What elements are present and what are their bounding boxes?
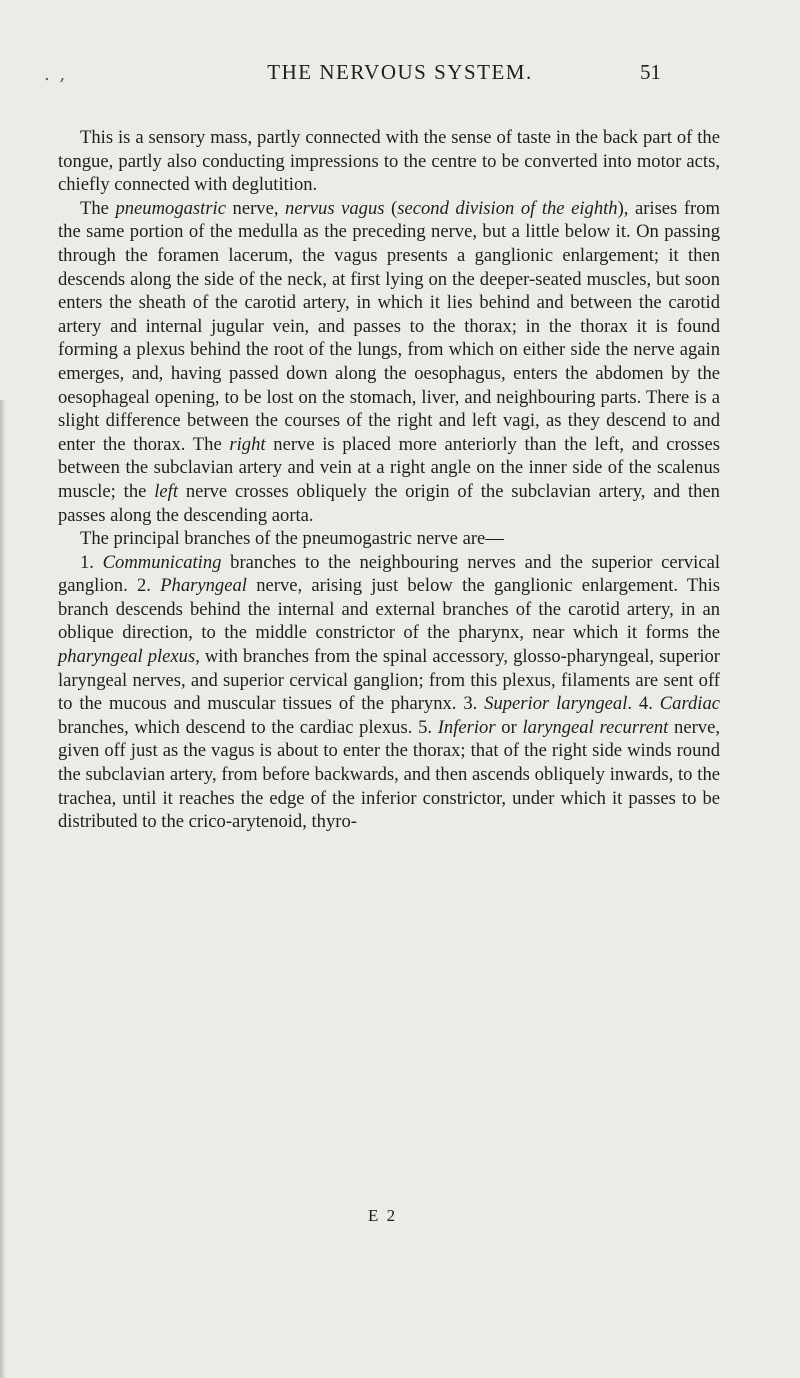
italic-run: Pharyngeal <box>160 575 247 597</box>
italic-run: pharyngeal plexus <box>58 646 196 668</box>
text-run: nerve, arising just below the ganglionic enlargement. This branch descends behind the internal and external branches of the carotid artery, in an oblique direction, to the middle constrictor of the pharynx, near which it forms the <box>58 575 720 644</box>
text-run: nerve, <box>225 197 286 219</box>
text-run: nerve, given off just as the vagus is about to enter the thorax; that of the right side winds round the subclavian artery, from before backwards, and then ascends obliquely inwards, to the trachea, until it reaches the edge of the inferior constrictor, under which it passes to be distributed to the crico-arytenoid, thyro- <box>58 716 720 833</box>
text-run: The <box>80 197 116 219</box>
text-run: branches to the neighbouring nerves and the superior cervical ganglion. 2. <box>58 551 721 597</box>
text-run: or <box>495 716 523 738</box>
text-run: . 4. <box>627 693 660 715</box>
paragraph-2 <box>58 197 720 527</box>
italic-run: right <box>229 433 266 455</box>
paragraph-1: This is a sensory mass, partly connected with the sense of taste in the back part of the tongue, partly also conducting impressions to the centre to be converted into motor acts, chiefly connected with deglutition. <box>58 127 720 196</box>
text-run: branches, which descend to the cardiac plexus. 5. <box>58 716 438 738</box>
italic-run: Inferior <box>437 716 496 738</box>
italic-run: Communicating <box>102 551 222 573</box>
paragraph-3: The principal branches of the pneumogastric nerve are— <box>80 528 504 550</box>
italic-run: Superior laryngeal <box>484 693 628 715</box>
body-text <box>58 126 720 834</box>
italic-run: laryngeal recurrent <box>522 716 669 738</box>
italic-run: Cardiac <box>659 693 721 715</box>
binding-shadow <box>0 400 6 1378</box>
italic-run: pneumogastric <box>115 197 226 219</box>
italic-run: left <box>154 480 178 502</box>
corner-marks: . , <box>44 64 68 85</box>
running-head: THE NERVOUS SYSTEM. <box>267 60 533 84</box>
paragraph-4 <box>58 551 720 834</box>
text-run: 1. <box>80 551 103 573</box>
text-run: ( <box>384 197 398 219</box>
page-number: 51 <box>640 60 661 84</box>
italic-run: second division of the eighth <box>397 197 618 219</box>
signature-mark: E 2 <box>368 1206 398 1225</box>
text-run: nerve crosses obliquely the origin of the subclavian artery, and then passes along the descending aorta. <box>58 480 720 526</box>
text-run: nerve is placed more anteriorly than the left, and crosses between the subclavian artery and vein at a right angle on the inner side of the scalenus muscle; the <box>58 433 720 502</box>
page-header <box>0 60 800 100</box>
text-run: , with branches from the spinal accessory, glosso-pharyngeal, superior laryngeal nerves, and superior cervical ganglion; from this plexus, filaments are sent off to the mucous and muscular tissues of the pharynx. 3. <box>58 646 720 715</box>
italic-run: nervus vagus <box>285 197 385 219</box>
text-run: ), arises from the same portion of the medulla as the preceding nerve, but a little below it. On passing through the foramen lacerum, the vagus presents a ganglionic enlargement; it then descends along the side of the neck, at first lying on the deeper-seated muscles, but soon enters the sheath of the carotid artery, in which it lies behind and between the carotid artery and internal jugular vein, and passes to the thorax; in the thorax it is found forming a plexus behind the root of the lungs, from which on either side the nerve again emerges, and, having passed down along the oesophagus, enters the abdomen by the oesophageal opening, to be lost on the stomach, liver, and neighbouring parts. There is a slight difference between the courses of the right and left vagi, as they descend to and enter the thorax. The <box>58 197 720 455</box>
